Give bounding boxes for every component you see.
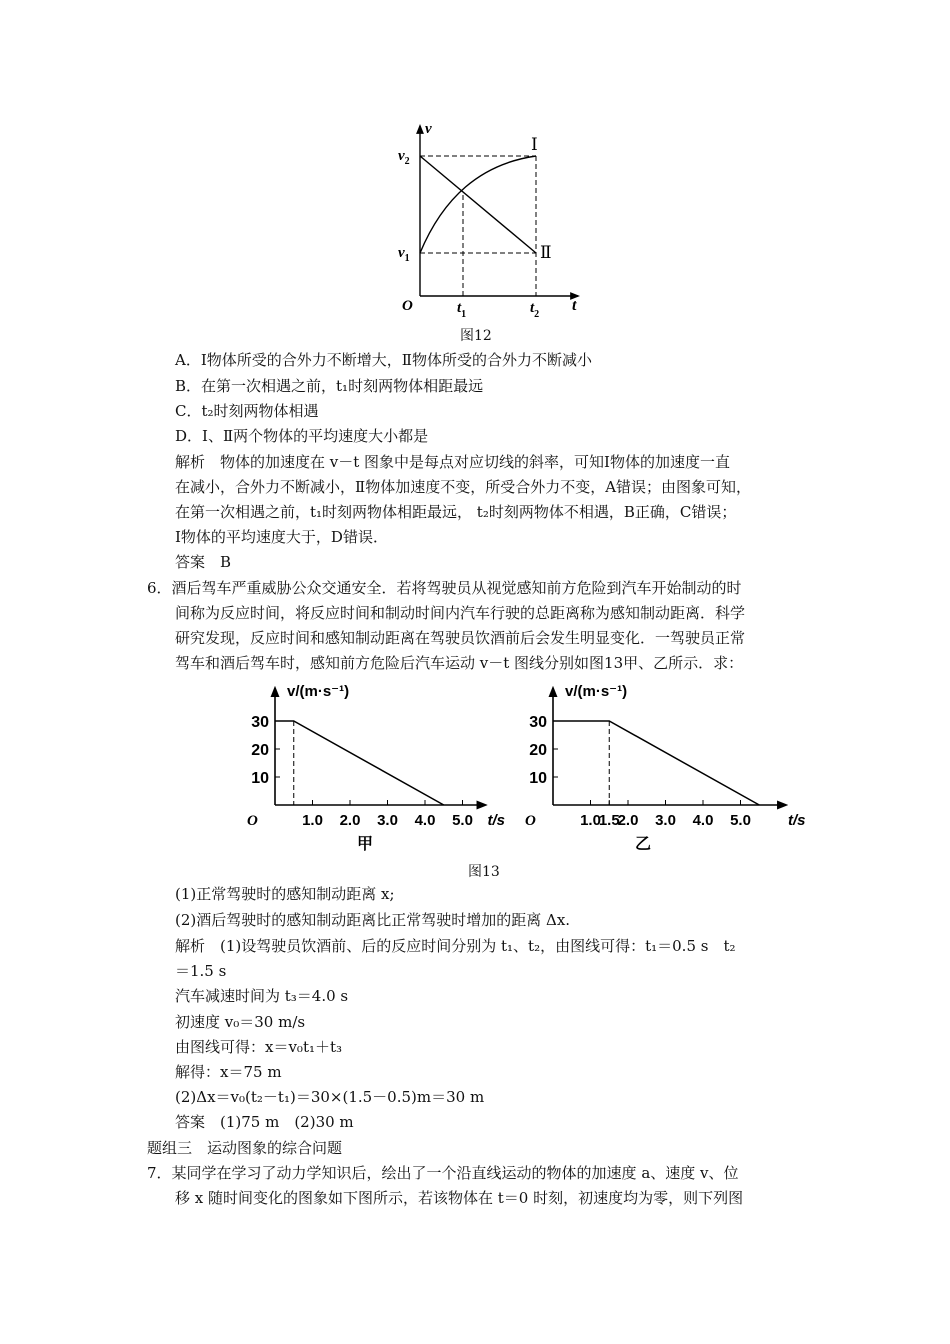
fig12-t-label: t: [572, 297, 577, 314]
fig13-chart-jia: [230, 683, 506, 853]
fig13-yi-title: 乙: [634, 836, 652, 853]
fig12-v1-label: $v_1$: [398, 245, 410, 264]
fig13-yi-x-tick-label: 4.0: [692, 812, 714, 829]
fig13-yi-y-axis-label: v/(m·s⁻¹): [565, 683, 628, 700]
fig13-yi-series-line: [553, 721, 759, 805]
fig12-caption: 图12: [460, 328, 492, 344]
fig13-caption: 图13: [468, 864, 500, 880]
q5-option-c: C．t₂时刻两物体相遇: [175, 402, 319, 420]
fig13-yi-y-tick-label: 10: [529, 770, 547, 787]
q5-option-d: D．Ⅰ、Ⅱ两个物体的平均速度大小都是: [175, 427, 429, 445]
fig13-yi-x-tick-label: 5.0: [730, 812, 751, 829]
q5-analysis-line: Ⅰ物体的平均速度大于，D错误．: [175, 528, 388, 546]
q5-option-b: B．在第一次相遇之前，t₁时刻两物体相距最远: [175, 377, 484, 395]
q5-answer: 答案 B: [175, 553, 232, 571]
fig13-yi-origin-label: O: [525, 813, 536, 829]
q6-stem-line: 6．酒后驾车严重威胁公众交通安全．若将驾驶员从视觉感知前方危险到汽车开始制动的时: [147, 579, 742, 597]
q6-solution-line: 初速度 v₀＝30 m/s: [175, 1013, 306, 1031]
fig13-jia-y-tick-label: 10: [251, 770, 269, 787]
q6-part-2: (2)酒后驾驶时的感知制动距离比正常驾驶时增加的距离 Δx.: [175, 911, 571, 929]
q7-stem-line: 7．某同学在学习了动力学知识后，绘出了一个沿直线运动的物体的加速度 a、速度 v、位: [147, 1164, 739, 1182]
fig13-yi-y-tick-label: 30: [529, 714, 547, 731]
fig13-jia-y-axis-label: v/(m·s⁻¹): [287, 683, 350, 700]
q6-stem-line: 研究发现，反应时间和感知制动距离在驾驶员饮酒前后会发生明显变化．一驾驶员正常: [175, 629, 746, 647]
q6-solution-line: 解析 (1)设驾驶员饮酒前、后的反应时间分别为 t₁、t₂，由图线可得：t₁＝0.5 s t₂: [175, 937, 736, 955]
group-3-heading: 题组三 运动图象的综合问题: [147, 1139, 343, 1157]
fig13-jia-title: 甲: [356, 836, 374, 853]
figure-12: [395, 118, 595, 323]
fig12-t1-label: $t_1$: [457, 300, 467, 320]
q6-part-1: (1)正常驾驶时的感知制动距离 x;: [175, 885, 395, 903]
fig13-jia-x-tick-label: 5.0: [452, 812, 473, 829]
fig13-jia-y-tick-label: 20: [251, 742, 269, 759]
q5-analysis-line: 在第一次相遇之前，t₁时刻两物体相距最远， t₂时刻两物体不相遇，B正确，C错误；: [175, 503, 737, 521]
q6-solution-line: (2)Δx＝v₀(t₂－t₁)＝30×(1.5－0.5)m＝30 m: [175, 1088, 485, 1106]
q5-analysis-line: 在减小，合外力不断减小，Ⅱ物体加速度不变，所受合外力不变，A错误；由图象可知，: [175, 478, 752, 496]
fig12-curve-2-label: Ⅱ: [540, 243, 552, 262]
fig13-jia-x-tick-label: 4.0: [414, 812, 436, 829]
fig13-jia-x-tick-label: 2.0: [339, 812, 361, 829]
fig13-yi-x-tick-label: 2.0: [617, 812, 639, 829]
fig13-chart-yi: [508, 683, 806, 853]
fig13-jia-y-tick-label: 30: [251, 714, 269, 731]
q6-stem-line: 间称为反应时间，将反应时间和制动时间内汽车行驶的总距离称为感知制动距离．科学: [175, 604, 746, 622]
fig12-line-2: [420, 156, 536, 253]
fig13-yi-x-tick-label: 1.0: [580, 812, 601, 829]
q5-analysis-line: 解析 物体的加速度在 v－t 图象中是每点对应切线的斜率，可知Ⅰ物体的加速度一直: [175, 453, 730, 471]
fig12-origin-label: O: [402, 298, 413, 314]
fig13-yi-x-axis-label: t/s: [788, 812, 806, 829]
fig13-jia-x-axis-label: t/s: [487, 812, 506, 829]
fig13-jia-origin-label: O: [247, 813, 258, 829]
q7-stem-line: 移 x 随时间变化的图象如下图所示，若该物体在 t＝0 时刻，初速度均为零，则下列图: [175, 1189, 744, 1207]
q6-stem-line: 驾车和酒后驾车时，感知前方危险后汽车运动 v－t 图线分别如图13甲、乙所示．求：: [175, 654, 744, 672]
fig12-v2-label: $v_2$: [398, 148, 410, 167]
fig13-yi-y-tick-label: 20: [529, 742, 547, 759]
q6-solution-line: 由图线可得：x＝v₀t₁＋t₃: [175, 1038, 343, 1056]
fig12-v-label: v: [425, 121, 432, 137]
fig13-yi-x-tick-label: 1.5: [598, 812, 620, 829]
fig13-jia-x-tick-label: 1.0: [302, 812, 323, 829]
q5-option-a: A．Ⅰ物体所受的合外力不断增大，Ⅱ物体所受的合外力不断减小: [175, 351, 592, 369]
q6-answer: 答案 (1)75 m (2)30 m: [175, 1113, 354, 1131]
fig12-curve-1-label: Ⅰ: [531, 135, 538, 154]
fig13-jia-series-line: [275, 721, 444, 805]
fig12-t2-label: $t_2$: [530, 300, 540, 320]
fig13-jia-x-tick-label: 3.0: [377, 812, 398, 829]
fig13-yi-x-tick-label: 3.0: [655, 812, 676, 829]
q6-solution-line: ＝1.5 s: [175, 962, 227, 980]
q6-solution-line: 汽车减速时间为 t₃＝4.0 s: [175, 987, 349, 1005]
q6-solution-line: 解得：x＝75 m: [175, 1063, 282, 1081]
